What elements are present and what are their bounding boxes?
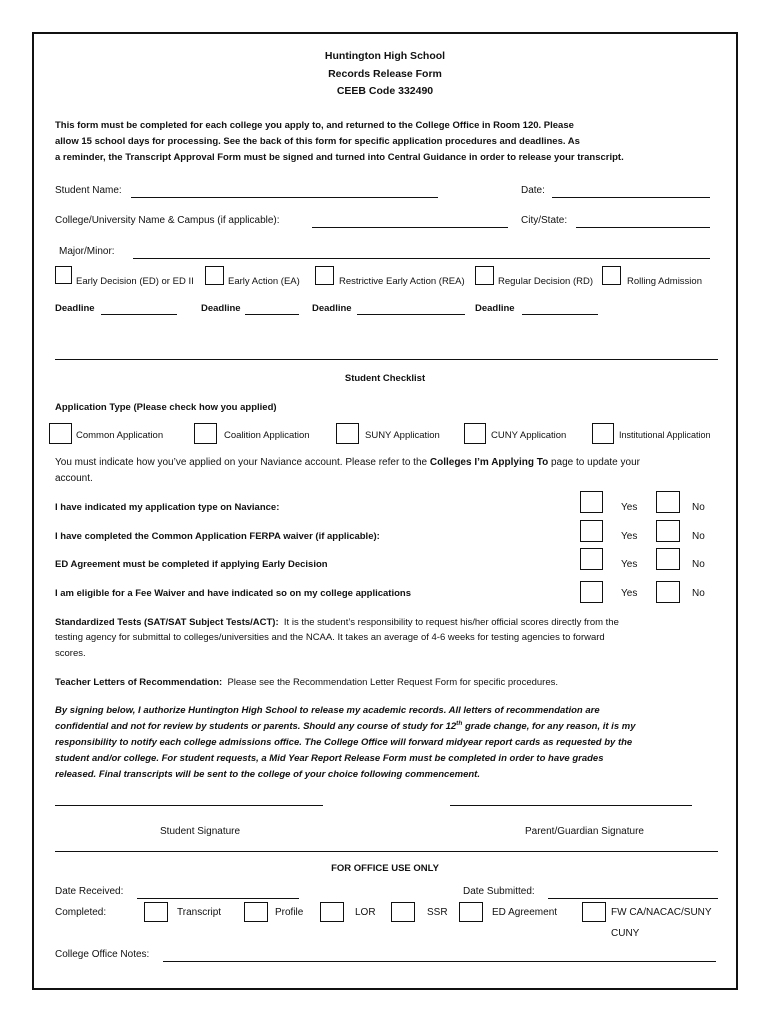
rolling-checkbox[interactable] <box>602 266 621 285</box>
cuny-app-checkbox[interactable] <box>464 423 486 444</box>
app-type-heading: Application Type (Please check how you applied) <box>55 402 277 413</box>
major-field[interactable] <box>133 247 710 259</box>
deadline-field-4[interactable] <box>522 304 598 315</box>
ferpa-no-label: No <box>692 531 705 542</box>
date-label: Date: <box>521 185 545 196</box>
naviance-yes-checkbox[interactable] <box>580 491 603 513</box>
ssr-checkbox[interactable] <box>391 902 415 922</box>
auth-line-1: By signing below, I authorize Huntington High School to release my academic records. All letters of recommendation are <box>55 705 600 716</box>
cuny-app-label: CUNY Application <box>491 430 567 441</box>
ea-label: Early Action (EA) <box>228 276 300 287</box>
ferpa-yes-checkbox[interactable] <box>580 520 603 542</box>
fee-waiver-no-label: No <box>692 588 705 599</box>
ed-agreement-no-checkbox[interactable] <box>656 548 680 570</box>
checklist-item-ferpa: I have completed the Common Application FERPA waiver (if applicable): <box>55 531 380 542</box>
checklist-item-fee-waiver: I am eligible for a Fee Waiver and have indicated so on my college applications <box>55 588 411 599</box>
divider-top <box>55 359 718 360</box>
profile-label: Profile <box>275 907 304 918</box>
ed-agreement-office-label: ED Agreement <box>492 907 558 918</box>
intro-line-1: This form must be completed for each college you apply to, and returned to the College Office in Room 120. Please <box>55 120 574 131</box>
tests-line-3: scores. <box>55 648 86 659</box>
ea-checkbox[interactable] <box>205 266 224 285</box>
ed-agreement-office-checkbox[interactable] <box>459 902 483 922</box>
parent-signature-line[interactable] <box>450 795 692 806</box>
tests-line-1: Standardized Tests (SAT/SAT Subject Tests/ACT): It is the student’s responsibility to request his/her official scores directly from the <box>55 617 619 628</box>
checklist-item-naviance: I have indicated my application type on Naviance: <box>55 502 280 513</box>
ed-label: Early Decision (ED) or ED II <box>76 276 194 287</box>
lor-label: LOR <box>355 907 376 918</box>
auth-line-2: confidential and not for review by students or parents. Should any course of study for 12th grade change, for any reason, it is my <box>55 719 636 732</box>
intro-line-3: a reminder, the Transcript Approval Form must be signed and turned into Central Guidance in order to release your transcript. <box>55 152 624 163</box>
ssr-label: SSR <box>427 907 448 918</box>
coalition-app-checkbox[interactable] <box>194 423 217 444</box>
date-received-field[interactable] <box>137 887 299 899</box>
ed-agreement-yes-checkbox[interactable] <box>580 548 603 570</box>
city-state-label: City/State: <box>521 215 568 226</box>
transcript-label: Transcript <box>177 907 222 918</box>
deadline-field-2[interactable] <box>245 304 299 315</box>
deadline-label-2: Deadline <box>201 303 241 314</box>
rea-label: Restrictive Early Action (REA) <box>339 276 465 287</box>
suny-app-checkbox[interactable] <box>336 423 359 444</box>
ferpa-yes-label: Yes <box>621 531 638 542</box>
notes-label: College Office Notes: <box>55 949 150 960</box>
ferpa-no-checkbox[interactable] <box>656 520 680 542</box>
student-signature-label: Student Signature <box>160 826 241 837</box>
completed-label: Completed: <box>55 907 107 918</box>
common-app-label: Common Application <box>76 430 164 441</box>
lor-checkbox[interactable] <box>320 902 344 922</box>
student-name-label: Student Name: <box>55 185 122 196</box>
ed-agreement-yes-label: Yes <box>621 559 638 570</box>
ceeb-code: CEEB Code 332490 <box>336 85 434 97</box>
college-label: College/University Name & Campus (if applicable): <box>55 215 280 226</box>
coalition-app-label: Coalition Application <box>224 430 310 441</box>
fw-checkbox[interactable] <box>582 902 606 922</box>
naviance-no-checkbox[interactable] <box>656 491 680 513</box>
date-received-label: Date Received: <box>55 886 124 897</box>
colleges-applying-to: Colleges I’m Applying To <box>429 457 549 468</box>
fee-waiver-yes-label: Yes <box>621 588 638 599</box>
major-label: Major/Minor: <box>59 246 115 257</box>
rd-checkbox[interactable] <box>475 266 494 285</box>
fee-waiver-no-checkbox[interactable] <box>656 581 680 603</box>
naviance-note-line2: account. <box>55 473 93 484</box>
checklist-title: Student Checklist <box>344 373 426 384</box>
notes-field[interactable] <box>163 950 716 962</box>
naviance-note: You must indicate how you’ve applied on your Naviance account. Please refer to the Colleges I’m Applying To page to update your <box>55 457 640 468</box>
student-name-field[interactable] <box>131 186 438 198</box>
institutional-app-label: Institutional Application <box>619 430 711 440</box>
suny-app-label: SUNY Application <box>365 430 440 441</box>
auth-line-3: responsibility to notify each college admissions office. The College Office will forward midyear report cards as requested by the <box>55 737 633 748</box>
letters-line: Teacher Letters of Recommendation: Please see the Recommendation Letter Request Form for specific procedures. <box>55 677 559 688</box>
tests-heading: Standardized Tests (SAT/SAT Subject Tests/ACT): <box>55 617 279 628</box>
rolling-label: Rolling Admission <box>627 276 702 287</box>
city-state-field[interactable] <box>576 216 710 228</box>
deadline-field-1[interactable] <box>101 304 177 315</box>
deadline-label-3: Deadline <box>312 303 352 314</box>
institutional-app-checkbox[interactable] <box>592 423 614 444</box>
letters-heading: Teacher Letters of Recommendation: <box>55 677 223 688</box>
rea-checkbox[interactable] <box>315 266 334 285</box>
fw-label: FW CA/NACAC/SUNY <box>611 907 712 918</box>
office-title: FOR OFFICE USE ONLY <box>331 863 439 874</box>
school-name: Huntington High School <box>324 50 446 62</box>
checklist-item-ed: ED Agreement must be completed if applying Early Decision <box>55 559 328 570</box>
divider-office <box>55 851 718 852</box>
transcript-checkbox[interactable] <box>144 902 168 922</box>
intro-line-2: allow 15 school days for processing. See the back of this form for specific application procedures and deadlines. As <box>55 136 580 147</box>
fw-label-line2: CUNY <box>611 928 640 939</box>
ed-checkbox[interactable] <box>55 266 72 284</box>
common-app-checkbox[interactable] <box>49 423 72 444</box>
auth-line-4: student and/or college. For student requests, a Mid Year Report Release Form must be completed in order to have grades <box>55 753 604 764</box>
deadline-field-3[interactable] <box>357 304 465 315</box>
form-title: Records Release Form <box>328 68 442 80</box>
parent-signature-label: Parent/Guardian Signature <box>525 826 644 837</box>
deadline-label-1: Deadline <box>55 303 95 314</box>
naviance-yes-label: Yes <box>621 502 638 513</box>
student-signature-line[interactable] <box>55 795 323 806</box>
tests-line-2: testing agency for submittal to colleges/universities and the NCAA. It takes an average of 4-6 weeks for testing agencies to forward <box>55 632 605 643</box>
college-field[interactable] <box>312 216 508 228</box>
form-page <box>32 32 738 990</box>
profile-checkbox[interactable] <box>244 902 268 922</box>
date-submitted-field[interactable] <box>548 887 718 899</box>
date-field[interactable] <box>552 186 710 198</box>
rd-label: Regular Decision (RD) <box>498 276 594 287</box>
date-submitted-label: Date Submitted: <box>463 886 535 897</box>
fee-waiver-yes-checkbox[interactable] <box>580 581 603 603</box>
auth-line-5: released. Final transcripts will be sent to the college of your choice following commencement. <box>55 769 480 780</box>
ed-agreement-no-label: No <box>692 559 705 570</box>
deadline-label-4: Deadline <box>475 303 515 314</box>
naviance-no-label: No <box>692 502 705 513</box>
